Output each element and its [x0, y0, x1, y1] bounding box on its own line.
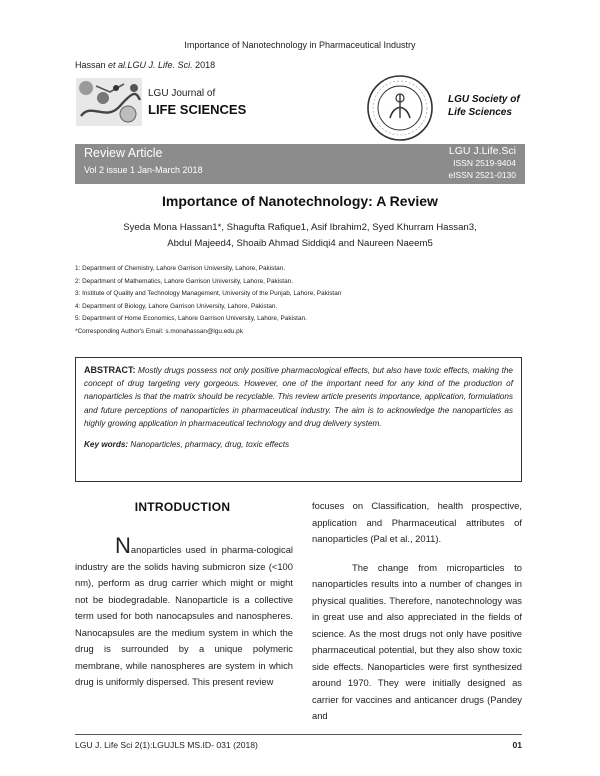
page-number: 01 — [512, 740, 522, 750]
journal-name-small: LGU Journal of — [148, 88, 216, 99]
author-list — [80, 220, 520, 252]
author-line-2: Abdul Majeed4, Shoaib Ahmad Siddiqi4 and Naureen Naeem5 — [167, 238, 433, 249]
section-heading-introduction: INTRODUCTION — [134, 500, 231, 514]
issue-info: Vol 2 issue 1 Jan-March 2018 — [84, 165, 203, 175]
affiliations — [75, 263, 535, 339]
affiliation-5: 5: Department of Home Economics, Lahore Garrison University, Lahore, Pakistan. — [75, 315, 307, 323]
citation-year: 2018 — [192, 60, 216, 70]
footer-citation: LGU J. Life Sci 2(1):LGUJLS MS.ID- 031 (2018) — [75, 740, 258, 750]
society-seal-icon — [366, 74, 434, 142]
eissn: eISSN 2521-0130 — [448, 170, 516, 180]
article-type: Review Article — [84, 146, 163, 160]
citation-authors: Hassan — [75, 60, 109, 70]
citation-line — [75, 60, 215, 70]
drop-cap: N — [115, 533, 131, 558]
society-line-2: Life Sciences — [448, 107, 512, 118]
issn: ISSN 2519-9404 — [453, 158, 516, 168]
right-paragraph-2: The change from microparticles to nanoparticles results into a number of changes in physical qualities. Therefore, nanotechnology was in great use and also appreciated in the fields of science. As the most drugs not only have positive pharmaceutical potential, but they also show toxic side effects. Nanoparticles were first synthesized around 1970. They were initially designed as carrier for vaccines and anticancer drugs (Pandey and — [312, 561, 522, 721]
left-column-text — [75, 533, 293, 691]
affiliation-4: 4: Department of Biology, Lahore Garrison University, Lahore, Pakistan. — [75, 302, 278, 310]
article-title: Importance of Nanotechnology: A Review — [162, 193, 438, 209]
keywords-text: Nanoparticles, pharmacy, drug, toxic effects — [128, 440, 290, 450]
intro-paragraph-1-text: anoparticles used in pharma-cological industry are the solids having submicron size (<100 nm), perform as drug carrier which might or might not be biodegradable. Nanoparticle is a collective term used for both nanocapsules and nanospheres. Nanocapsules are the medium system in which the drug is surrounded by a unique polymeric membrane, while nanospheres are system in which drug is uniformly dispersed. This present review — [75, 544, 293, 687]
journal-name-big: LIFE SCIENCES — [148, 102, 247, 117]
journal-logo-image — [76, 78, 142, 126]
keywords-line — [84, 438, 513, 451]
intro-paragraph-1 — [75, 533, 293, 691]
abstract-box — [75, 357, 522, 482]
author-line-1: Syeda Mona Hassan1*, Shagufta Rafique1, Asif Ibrahim2, Syed Khurram Hassan3, — [123, 222, 477, 233]
affiliation-1: 1: Department of Chemistry, Lahore Garrison University, Lahore, Pakistan. — [75, 265, 286, 272]
affiliation-3: 3: Institute of Quality and Technology Management, University of the Punjab, Lahore, Pakistan — [75, 290, 342, 298]
right-paragraph-1: focuses on Classification, health prospective, application and Pharmaceutical attributes of nanoparticles (Pal et al., 2011). — [312, 500, 522, 544]
keywords-label: Key words: — [84, 440, 129, 450]
abstract-text: Mostly drugs possess not only positive pharmacological effects, but also have toxic effects, making the concept of drug targeting very gorgeous. However, one of the important need for any kind of the production of nanoparticles is that the matrix should be recyclable. This review article presents importance, application, formulations and future perceptions of nanoparticles in pharmaceutical industry. The aim is to acknowledge the nanoparticles as highly growing application in pharmaceutical technology and drug delivery system. — [84, 366, 513, 428]
society-line-1: LGU Society of — [448, 94, 520, 105]
right-column-text — [312, 498, 522, 725]
journal-identifiers — [448, 145, 516, 181]
affiliation-2: 2: Department of Mathematics, Lahore Garrison University, Lahore, Pakistan. — [75, 277, 293, 285]
abstract-paragraph — [84, 364, 513, 430]
society-name — [448, 93, 520, 119]
citation-journal: et al.LGU J. Life. Sci. — [108, 60, 193, 70]
corresponding-author: *Corresponding Author's Email: s.monahassan@lgu.edu.pk — [75, 327, 243, 335]
abstract-label: ABSTRACT: — [84, 365, 136, 375]
journal-abbrev: LGU J.Life.Sci — [448, 145, 516, 157]
footer-divider — [75, 734, 522, 735]
running-head: Importance of Nanotechnology in Pharmaceutical Industry — [184, 40, 416, 50]
